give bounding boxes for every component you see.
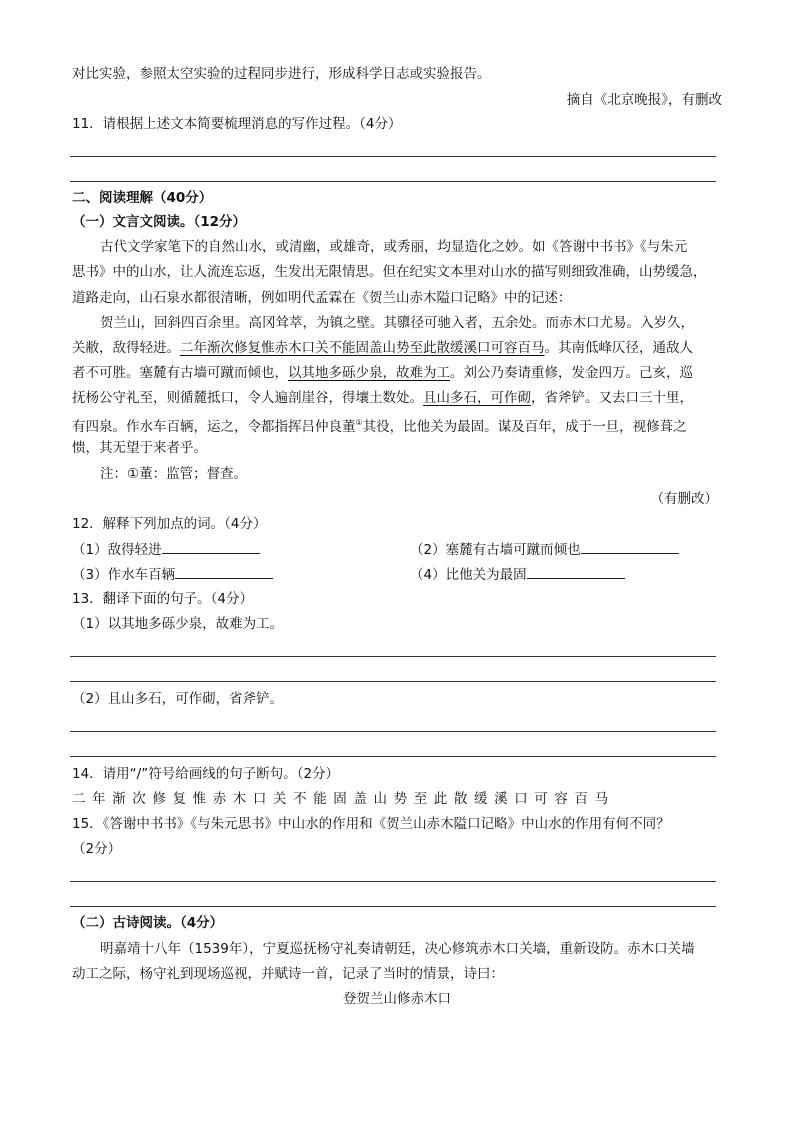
passage-line xyxy=(72,363,693,383)
question-15-line: 15．《答谢中书书》《与朱元思书》中山水的作用和《贺兰山赤木隘口记略》中山水的作用有何不同？ xyxy=(72,816,670,832)
footnote: 注：①董：监管；督查。 xyxy=(100,466,248,482)
answer-blank[interactable] xyxy=(527,564,625,579)
question-15-line: （2分） xyxy=(72,841,122,857)
passage-line: 愦，其无望于来者乎。 xyxy=(72,440,207,456)
answer-line xyxy=(70,731,716,732)
answer-line xyxy=(70,906,716,907)
underlined-sentence: 且山多石，可作砌 xyxy=(423,390,531,406)
answer-blank[interactable] xyxy=(175,564,273,579)
item-text: （1）敌得轻进 xyxy=(72,542,162,558)
passage-text: 。刘公乃奏请重修，发金四万。己亥，巡 xyxy=(450,365,693,381)
question-11: 11．请根据上述文本简要梳理消息的写作过程。（4分） xyxy=(72,116,402,132)
poem-intro-line: 明嘉靖十八年（1539年），宁夏巡抚杨守礼奏请朝廷，决心修筑赤木口关墙，重新设防。赤木口关墙 xyxy=(100,941,695,957)
answer-blank[interactable] xyxy=(162,539,260,554)
answer-line xyxy=(70,181,716,182)
para1-line: 思书》中的山水，让人流连忘返，生发出无限情思。但在纪实文本里对山水的描写则细致准确，山势缓急， xyxy=(72,264,707,280)
item-text: （4）比他关为最固 xyxy=(410,567,527,583)
part-2-title: （二）古诗阅读。（4分） xyxy=(72,915,224,931)
answer-line xyxy=(70,881,716,882)
underlined-sentence: 以其地多砾少泉，故难为工 xyxy=(288,365,450,381)
edit-note: （有删改） xyxy=(650,491,718,507)
question-12-item xyxy=(72,564,273,585)
question-14-title: 14．请用“/”符号给画线的句子断句。（2分） xyxy=(72,766,340,782)
passage-text: 其役，比他关为最固。谋及百年，成于一旦，视修葺之 xyxy=(362,419,687,435)
section-2-title: 二、阅读理解（40分） xyxy=(72,190,213,206)
part-1-title: （一）文言文阅读。（12分） xyxy=(72,214,247,230)
question-12-item xyxy=(410,539,679,560)
passage-text: 有四泉。作水车百辆，运之，令都指挥吕仲良董 xyxy=(72,419,356,435)
passage-text: 抚杨公守礼至，则循麓抵口，令人遍剖崖谷，得壤土数处。 xyxy=(72,390,423,406)
question-13-title: 13．翻译下面的句子。（4分） xyxy=(72,591,254,607)
question-12-item xyxy=(410,564,625,585)
para1-line: 道路走向，山石泉水都很清晰，例如明代孟霖在《贺兰山赤木隘口记略》中的记述： xyxy=(72,290,572,306)
question-14-sentence: 二年渐次修复惟赤木口关不能固盖山势至此散缓溪口可容百马 xyxy=(72,791,615,807)
passage-line: 贺兰山，回斜四百余里。高冈耸萃，为镇之壁。其隳径可驰入者，五余处。而赤木口尤易。入岁久， xyxy=(100,315,694,331)
footnote-marker: ① xyxy=(355,418,363,427)
para1-line: 古代文学家笔下的自然山水，或清幽，或雄奇，或秀丽，均显造化之妙。如《答谢中书书》《与朱元 xyxy=(100,239,688,255)
poem-intro-line: 动工之际，杨守礼到现场巡视，并赋诗一首，记录了当时的情景，诗曰： xyxy=(72,966,504,982)
source-note: 摘自《北京晚报》，有删改 xyxy=(566,92,722,108)
question-13-sentence-1: （1）以其地多砾少泉，故难为工。 xyxy=(72,616,284,632)
passage-text: 。其南低峰仄径，通敌人 xyxy=(544,340,693,356)
answer-blank[interactable] xyxy=(581,539,679,554)
question-12-title: 12．解释下列加点的词。（4分） xyxy=(72,516,267,532)
item-text: （3）作水车百辆 xyxy=(72,567,176,583)
answer-line xyxy=(70,756,716,757)
passage-text: ，省斧铲。又去口三十里， xyxy=(531,390,693,406)
answer-line xyxy=(70,156,716,157)
intro-tail: 对比实验，参照太空实验的过程同步进行，形成科学日志或实验报告。 xyxy=(72,66,491,82)
answer-line xyxy=(70,656,716,657)
passage-text: 者不可胜。塞麓有古墙可蹴而倾也， xyxy=(72,365,288,381)
question-13-sentence-2: （2）且山多石，可作砌，省斧铲。 xyxy=(72,691,284,707)
underlined-sentence: 二年渐次修复惟赤木口关不能固盖山势至此散缓溪口可容百马 xyxy=(180,340,545,356)
passage-text: 关敝，敌得轻进。 xyxy=(72,340,180,356)
passage-line xyxy=(72,338,693,358)
passage-line xyxy=(72,413,687,437)
poem-title: 登贺兰山修赤木口 xyxy=(343,991,451,1007)
answer-line xyxy=(70,681,716,682)
passage-line xyxy=(72,388,693,408)
item-text: （2）塞麓有古墙可蹴而倾也 xyxy=(410,542,581,558)
question-12-item xyxy=(72,539,260,560)
